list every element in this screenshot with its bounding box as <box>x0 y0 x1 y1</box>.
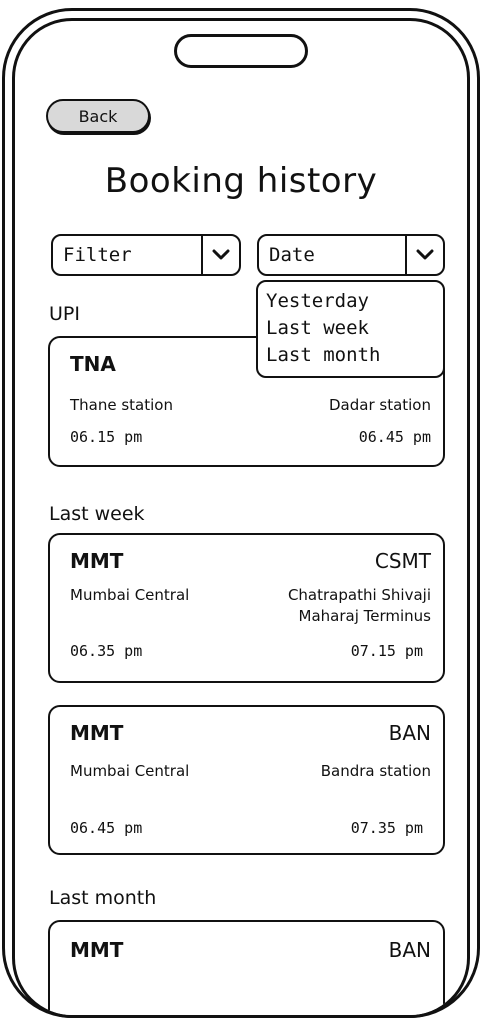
destination-code: BAN <box>388 721 431 745</box>
origin-station: Thane station <box>70 396 173 414</box>
phone-notch <box>174 34 308 68</box>
phone-screen <box>12 18 470 1018</box>
booking-card[interactable] <box>48 705 445 855</box>
page-title: Booking history <box>104 161 378 201</box>
date-select-label: Date <box>269 244 315 266</box>
chevron-down-icon[interactable] <box>201 236 239 274</box>
section-label-last-month: Last month <box>49 887 157 909</box>
filter-select[interactable] <box>51 234 241 276</box>
origin-code: MMT <box>70 549 124 573</box>
date-option-last-month[interactable]: Last month <box>266 344 381 366</box>
back-button[interactable]: Back <box>46 99 150 133</box>
date-option-last-week[interactable]: Last week <box>266 317 369 339</box>
departure-time: 06.35 pm <box>70 642 143 660</box>
arrival-time: 07.15 pm <box>350 642 423 660</box>
destination-code: CSMT <box>374 549 431 573</box>
origin-code: MMT <box>70 721 124 745</box>
booking-card[interactable] <box>48 920 445 1018</box>
date-option-yesterday[interactable]: Yesterday <box>266 290 369 312</box>
chevron-down-icon[interactable] <box>405 236 443 274</box>
origin-code: MMT <box>70 938 124 962</box>
filter-select-label: Filter <box>63 244 132 266</box>
destination-station: Chatrapathi Shivaji Maharaj Terminus <box>287 586 431 625</box>
booking-card[interactable] <box>48 533 445 683</box>
departure-time: 06.45 pm <box>70 819 143 837</box>
origin-station: Mumbai Central <box>70 762 190 780</box>
destination-station: Dadar station <box>328 396 431 414</box>
destination-station: Bandra station <box>320 762 431 780</box>
section-label-upi: UPI <box>49 303 80 325</box>
section-label-last-week: Last week <box>49 503 145 525</box>
origin-code: TNA <box>70 352 116 376</box>
destination-code: BAN <box>388 938 431 962</box>
departure-time: 06.15 pm <box>70 428 143 446</box>
arrival-time: 06.45 pm <box>358 428 431 446</box>
origin-station: Mumbai Central <box>70 586 190 604</box>
arrival-time: 07.35 pm <box>350 819 423 837</box>
date-select[interactable] <box>257 234 445 276</box>
date-dropdown-menu <box>256 280 445 378</box>
